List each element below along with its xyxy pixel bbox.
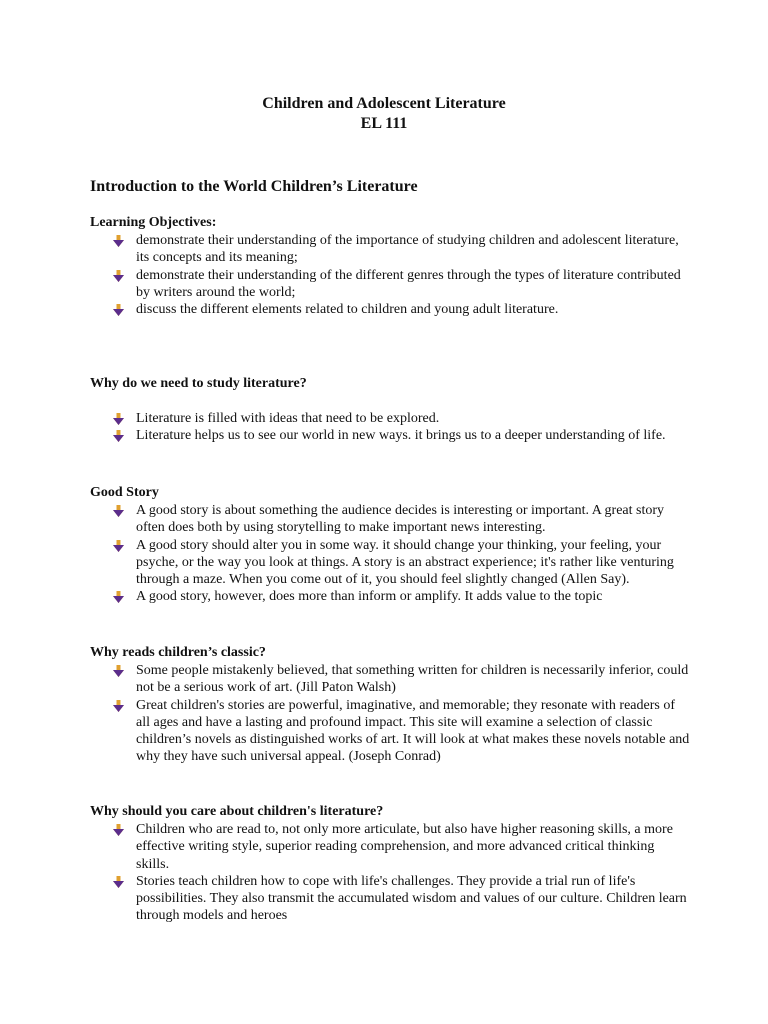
list-item-text: Some people mistakenly believed, that something written for children is necessarily inferior, could not be a serious work of art. (Jill Paton Walsh)	[136, 663, 689, 696]
bullet-list	[90, 502, 690, 606]
list-item	[90, 301, 690, 318]
spacer	[90, 393, 690, 410]
section-heading: Why do we need to study literature?	[90, 376, 307, 391]
list-item	[90, 427, 690, 444]
arrow-bullet-icon	[113, 876, 124, 888]
list-item-text: demonstrate their understanding of the importance of studying children and adolescent literature, its concepts and its meaning;	[136, 233, 679, 266]
section-heading: Good Story	[90, 485, 159, 500]
bullet-list	[90, 410, 690, 445]
section-learning-objectives	[90, 214, 690, 318]
bullet-list	[90, 662, 690, 766]
section-good-story	[90, 484, 690, 606]
list-item-text: Stories teach children how to cope with life's challenges. They provide a trial run of life's possibilities. They also transmit the accumulated wisdom and values of our culture. Children learn through models and heroes	[136, 873, 687, 924]
bullet-list	[90, 821, 690, 925]
section-why-care	[90, 803, 690, 925]
arrow-bullet-icon	[113, 824, 124, 836]
document-title	[0, 94, 768, 134]
list-item-text: A good story, however, does more than inform or amplify. It adds value to the topic	[136, 589, 603, 605]
arrow-bullet-icon	[113, 413, 124, 425]
list-item	[90, 821, 690, 873]
arrow-bullet-icon	[113, 700, 124, 712]
list-item-text: A good story should alter you in some way. it should change your thinking, your feeling, your psyche, or the way you look at things. A story is an abstract experience; it's rather like venturing through a maze. When you come out of it, you should feel slightly changed (Allen Say).	[136, 537, 674, 588]
bullet-list	[90, 232, 690, 318]
list-item-text: discuss the different elements related to children and young adult literature.	[136, 302, 559, 318]
list-item	[90, 588, 690, 605]
list-item	[90, 232, 690, 267]
section-heading: Learning Objectives:	[90, 215, 217, 230]
list-item-text: Great children's stories are powerful, imaginative, and memorable; they resonate with readers of all ages and have a lasting and profound impact. This site will examine a selection of classic children’s novels as distinguished works of art. It will look at what makes these novels notable and why they have such universal appeal. (Joseph Conrad)	[136, 697, 690, 765]
list-item	[90, 697, 690, 766]
list-item	[90, 410, 690, 427]
list-item	[90, 537, 690, 589]
arrow-bullet-icon	[113, 235, 124, 247]
title-line-1: Children and Adolescent Literature	[262, 95, 506, 112]
list-item	[90, 502, 690, 537]
arrow-bullet-icon	[113, 304, 124, 316]
list-item	[90, 662, 690, 697]
title-line-2: EL 111	[360, 115, 408, 132]
list-item-text: A good story is about something the audience decides is interesting or important. A great story often does both by using storytelling to make important news interesting.	[136, 503, 665, 536]
list-item	[90, 267, 690, 302]
arrow-bullet-icon	[113, 665, 124, 677]
list-item	[90, 873, 690, 925]
list-item-text: Literature helps us to see our world in new ways. it brings us to a deeper understanding of life.	[136, 428, 666, 444]
arrow-bullet-icon	[113, 270, 124, 282]
arrow-bullet-icon	[113, 505, 124, 517]
arrow-bullet-icon	[113, 430, 124, 442]
section-why-read-classics	[90, 644, 690, 766]
list-item-text: Children who are read to, not only more articulate, but also have higher reasoning skills, a more effective writing style, superior reading comprehension, and more advanced critical thinking skills.	[136, 822, 673, 872]
section-heading: Why should you care about children's literature?	[90, 804, 384, 819]
arrow-bullet-icon	[113, 591, 124, 603]
list-item-text: demonstrate their understanding of the different genres through the types of literature contributed by writers around the world;	[136, 267, 681, 300]
list-item-text: Literature is filled with ideas that need to be explored.	[136, 411, 440, 426]
section-why-study-literature	[90, 375, 690, 445]
section-heading: Why reads children’s classic?	[90, 645, 266, 660]
main-heading: Introduction to the World Children’s Literature	[90, 178, 418, 195]
arrow-bullet-icon	[113, 540, 124, 552]
